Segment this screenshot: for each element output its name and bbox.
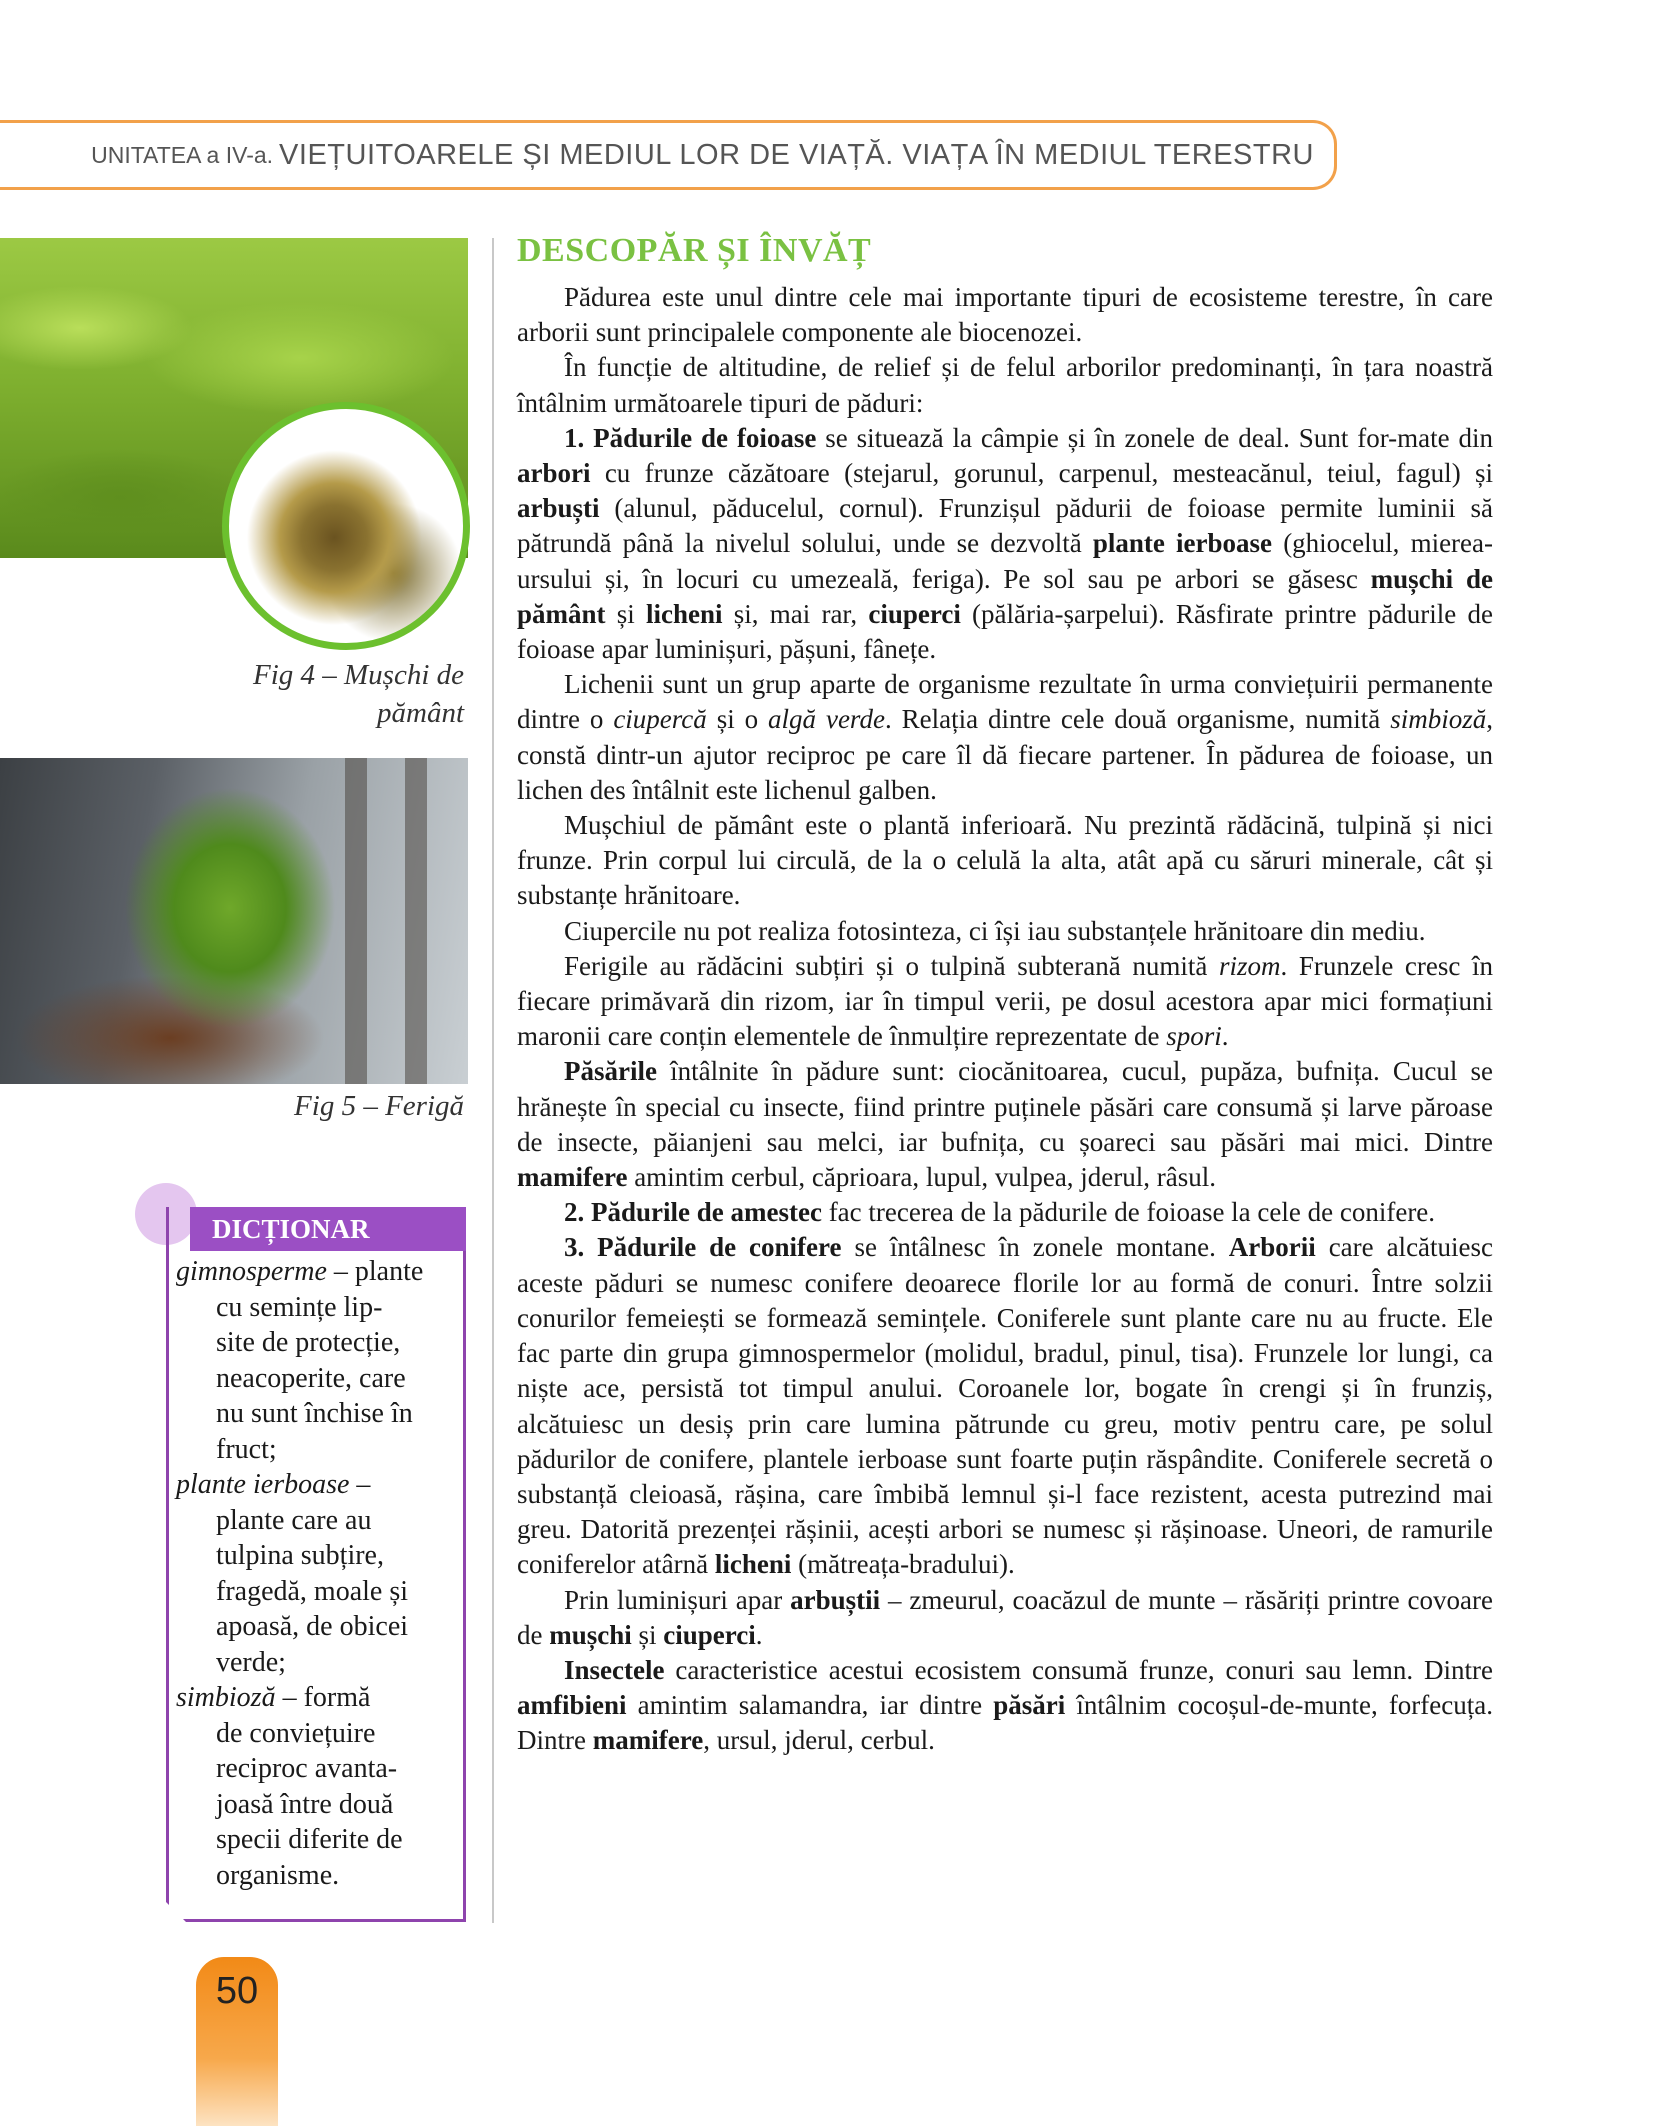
paragraph: Insectele caracteristice acestui ecosistem consumă frunze, conuri sau lemn. Dintre amfibieni amintim salamandra, iar dintre păsări întâlnim cocoșul-de-munte, forfecuța. Dintre mamifere, ursul, jderul, cerbul. [517, 1654, 1493, 1756]
paragraph: Mușchiul de pământ este o plantă inferioară. Nu prezintă rădăcină, tulpină și nici frunze. Prin corpul lui circulă, de la o celulă la alta, atât apă cu săruri minerale, cât și substanțe hrănitoare. [517, 810, 1493, 911]
dictionary-line: verde; [216, 1646, 286, 1678]
paragraph: Pădurea este unul dintre cele mai importante tipuri de ecosisteme terestre, în care arborii sunt principalele componente ale biocenozei. [517, 282, 1493, 348]
dictionary-term: plante ierboase [176, 1469, 350, 1500]
dictionary-entry [176, 1680, 462, 1893]
paragraph: 1. Pădurile de foioase se situează la câmpie și în zonele de deal. Sunt for-mate din arbori cu frunze căzătoare (stejarul, gorunul, carpenul, mesteacănul, teiul, fagul) și arbuști (alunul, păducelul, cornul). Frunzișul pădurii de foioase permite luminii să pătrundă până la nivelul solului, unde se dezvoltă plante ierboase (ghiocelul, mierea-ursului și, în locuri cu umezeală, feriga). Pe sol sau pe arbori se găsesc mușchi de pământ și licheni și, mai rar, ciuperci (pălăria-șarpelui). Răsfirate printre pădurile de foioase apar luminișuri, pășuni, fânețe. [517, 422, 1493, 665]
dictionary-entry [176, 1467, 462, 1680]
fig5-caption: Fig 5 – Ferigă [294, 1090, 464, 1122]
dictionary-line: reciproc avanta- [216, 1753, 398, 1784]
moss-closeup-photo [222, 402, 470, 650]
dictionary-line: de conviețuire [216, 1717, 376, 1749]
dictionary-line: organisme. [216, 1859, 340, 1891]
paragraph: Lichenii sunt un grup aparte de organisme rezultate în urma conviețuirii permanente dintre o ciupercă și o algă verde. Relația dintre cele două organisme, numită simbioză, constă dintr-un ajutor reciproc pe care îl dă fiecare partener. În pădurea de foioase, un lichen des întâlnit este lichenul galben. [517, 669, 1493, 805]
paragraph: 3. Pădurile de conifere se întâlnesc în zonele montane. Arborii care alcătuiesc aceste păduri se numesc conifere deoarece florile lor au formă de conuri. Între solzii conurilor femeiești se formează semințele. Coniferele sunt plante care nu au fructe. Ele fac parte din grupa gimnospermelor (molidul, bradul, pinul, tisa). Frunzele lor lungi, ca niște ace, persistă tot timpul anului. Coroanele lor, bogate în crengi și în frunziș, alcătuiesc un desiș prin care lumina pătrunde cu greu, motiv pentru care, pe solul pădurilor de conifere, plantele ierboase sunt foarte puțin răspândite. Coniferele secretă o substanță cleioasă, rășina, care îmbibă lemnul și-l face rezistent, acesta putrezind mai greu. Datorită prezenței rășinii, acești arbori se numesc și rășinoase. Uneori, de ramurile coniferelor atârnă licheni (mătreața-bradului). [517, 1232, 1494, 1580]
unit-title: VIEȚUITOARELE ȘI MEDIUL LOR DE VIAȚĂ. VIAȚA ÎN MEDIUL TERESTRU [279, 138, 1314, 171]
paragraph: Ferigile au rădăcini subțiri și o tulpină subterană numită rizom. Frunzele cresc în fiecare primăvară din rizom, iar în timpul verii, pe dosul acestora apar mici formațiuni maronii care conțin elementele de înmulțire reprezentate de spori. [517, 950, 1493, 1052]
dictionary-entry [176, 1254, 462, 1467]
fig4-caption-line1: Fig 4 – Mușchi de [252, 659, 464, 691]
dictionary-line: specii diferite de [216, 1824, 403, 1855]
dictionary-line: joasă între două [216, 1788, 394, 1820]
section-title: DESCOPĂR ȘI ÎNVĂȚ [517, 232, 872, 269]
dictionary-line: nu sunt închise în [216, 1398, 413, 1429]
unit-label: UNITATEA a IV-a. [91, 141, 274, 168]
dictionary-definition: – formă [275, 1682, 371, 1713]
dictionary-term: simbioză [176, 1682, 276, 1713]
fig4-caption-line2: pământ [377, 697, 464, 729]
dictionary-line: fragedă, moale și [216, 1575, 409, 1607]
dictionary-title: DICȚIONAR [190, 1207, 466, 1251]
unit-header [0, 120, 1337, 190]
fern-photo [0, 758, 468, 1084]
dictionary-line: fruct; [216, 1433, 277, 1465]
page-number: 50 [215, 1970, 259, 2012]
paragraph: 2. Pădurile de amestec fac trecerea de la pădurile de foioase la cele de conifere. [564, 1197, 1436, 1228]
paragraph: În funcție de altitudine, de relief și de felul arborilor predominanți, în țara noastră întâlnim următoarele tipuri de păduri: [517, 352, 1493, 418]
tree-trunk [345, 758, 367, 1084]
dictionary-line: plante care au [216, 1504, 372, 1536]
main-text [517, 280, 1493, 1759]
paragraph: Ciupercile nu pot realiza fotosinteza, ci își iau substanțele hrănitoare din mediu. [564, 915, 1426, 946]
dictionary-body [176, 1254, 462, 1893]
dictionary-line: apoasă, de obicei [216, 1611, 409, 1642]
dictionary-line: site de protecție, [216, 1327, 401, 1358]
dictionary-definition: – [349, 1469, 371, 1500]
dictionary-definition: – plante [326, 1256, 424, 1287]
paragraph: Prin luminișuri apar arbuștii – zmeurul, coacăzul de munte – răsăriți printre covoare de mușchi și ciuperci. [517, 1584, 1493, 1650]
tree-trunk [405, 758, 427, 1084]
paragraph: Păsările întâlnite în pădure sunt: ciocănitoarea, cucul, pupăza, bufnița. Cucul se hrănește în special cu insecte, fiind printre puținele păsări care consumă și larve păroase de insecte, păianjeni sau melci, iar bufnița, cu șoareci sau păsări mai mici. Dintre mamifere amintim cerbul, căprioara, lupul, vulpea, jderul, râsul. [517, 1056, 1493, 1193]
dictionary-line: tulpina subțire, [216, 1540, 384, 1571]
dictionary-line: cu semințe lip- [216, 1291, 383, 1323]
column-divider [492, 238, 494, 1923]
dictionary-line: neacoperite, care [216, 1362, 406, 1394]
fig4-caption [253, 656, 464, 732]
dictionary-term: gimnosperme [176, 1256, 327, 1287]
